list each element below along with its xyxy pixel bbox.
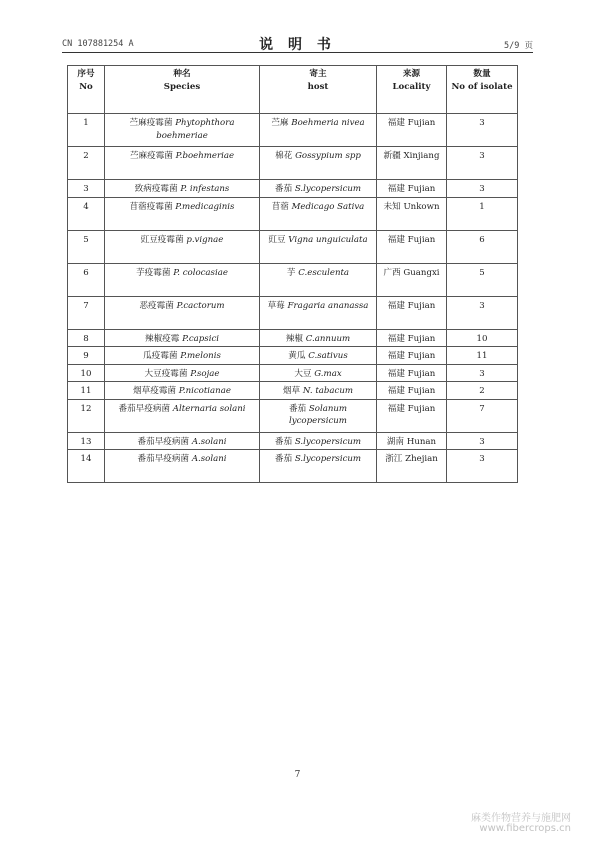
cell-count: 3 bbox=[447, 450, 518, 483]
col-header-no: 序号 No bbox=[68, 66, 105, 114]
cell-species: 芋疫霉菌 P. colocasiae bbox=[105, 263, 260, 296]
cell-no: 9 bbox=[68, 347, 105, 365]
table-header-row bbox=[68, 66, 518, 114]
cell-count: 5 bbox=[447, 263, 518, 296]
publication-number: CN 107881254 A bbox=[62, 39, 134, 49]
cell-no: 5 bbox=[68, 230, 105, 263]
cell-species: 辣椒疫霉 P.capsici bbox=[105, 329, 260, 347]
table-row bbox=[68, 180, 518, 198]
cell-host: 番茄 Solanum lycopersicum bbox=[260, 399, 377, 432]
cell-no: 13 bbox=[68, 432, 105, 450]
cell-species: 恶疫霉菌 P.cactorum bbox=[105, 296, 260, 329]
cell-no: 6 bbox=[68, 263, 105, 296]
cell-no: 14 bbox=[68, 450, 105, 483]
page-indicator: 5/9 页 bbox=[504, 41, 533, 51]
cell-count: 7 bbox=[447, 399, 518, 432]
table-row bbox=[68, 147, 518, 180]
cell-count: 3 bbox=[447, 147, 518, 180]
cell-no: 1 bbox=[68, 114, 105, 147]
cell-host: 大豆 G.max bbox=[260, 364, 377, 382]
table-row bbox=[68, 450, 518, 483]
cell-locality: 福建 Fujian bbox=[377, 399, 447, 432]
cell-count: 11 bbox=[447, 347, 518, 365]
cell-species: 番茄早疫病菌 A.solani bbox=[105, 450, 260, 483]
cell-no: 8 bbox=[68, 329, 105, 347]
cell-host: 辣椒 C.annuum bbox=[260, 329, 377, 347]
cell-host: 番茄 S.lycopersicum bbox=[260, 180, 377, 198]
cell-no: 10 bbox=[68, 364, 105, 382]
cell-count: 1 bbox=[447, 197, 518, 230]
table-row bbox=[68, 432, 518, 450]
cell-locality: 福建 Fujian bbox=[377, 382, 447, 400]
cell-host: 芋 C.esculenta bbox=[260, 263, 377, 296]
cell-locality: 湖南 Hunan bbox=[377, 432, 447, 450]
col-header-count: 数量 No of isolate bbox=[447, 66, 518, 114]
document-title: 说 明 书 bbox=[259, 37, 336, 53]
cell-no: 11 bbox=[68, 382, 105, 400]
cell-host: 番茄 S.lycopersicum bbox=[260, 450, 377, 483]
cell-species: 苜蓿疫霉菌 P.medicaginis bbox=[105, 197, 260, 230]
page-number: 7 bbox=[294, 770, 301, 780]
table-row bbox=[68, 114, 518, 147]
cell-no: 4 bbox=[68, 197, 105, 230]
cell-species: 苎麻疫霉菌 P.boehmeriae bbox=[105, 147, 260, 180]
col-header-host: 寄主 host bbox=[260, 66, 377, 114]
table-row bbox=[68, 197, 518, 230]
cell-locality: 福建 Fujian bbox=[377, 180, 447, 198]
cell-species: 致病疫霉菌 P. infestans bbox=[105, 180, 260, 198]
cell-count: 3 bbox=[447, 432, 518, 450]
cell-species: 番茄早疫病菌 Alternaria solani bbox=[105, 399, 260, 432]
table-row bbox=[68, 382, 518, 400]
cell-host: 豇豆 Vigna unguiculata bbox=[260, 230, 377, 263]
cell-host: 草莓 Fragaria ananassa bbox=[260, 296, 377, 329]
cell-locality: 未知 Unkown bbox=[377, 197, 447, 230]
cell-no: 3 bbox=[68, 180, 105, 198]
cell-host: 烟草 N. tabacum bbox=[260, 382, 377, 400]
cell-no: 2 bbox=[68, 147, 105, 180]
watermark-text: 麻类作物营养与施肥网 bbox=[471, 813, 571, 824]
cell-locality: 福建 Fujian bbox=[377, 329, 447, 347]
cell-species: 烟草疫霉菌 P.nicotianae bbox=[105, 382, 260, 400]
cell-locality: 广西 Guangxi bbox=[377, 263, 447, 296]
table-row bbox=[68, 329, 518, 347]
cell-species: 瓜疫霉菌 P.melonis bbox=[105, 347, 260, 365]
watermark-url: www.fibercrops.cn bbox=[479, 823, 571, 834]
table-row bbox=[68, 296, 518, 329]
cell-locality: 浙江 Zhejian bbox=[377, 450, 447, 483]
col-header-locality: 来源 Locality bbox=[377, 66, 447, 114]
cell-no: 7 bbox=[68, 296, 105, 329]
cell-count: 10 bbox=[447, 329, 518, 347]
table-row bbox=[68, 347, 518, 365]
cell-no: 12 bbox=[68, 399, 105, 432]
cell-host: 苜蓿 Medicago Sativa bbox=[260, 197, 377, 230]
cell-locality: 福建 Fujian bbox=[377, 114, 447, 147]
cell-host: 棉花 Gossypium spp bbox=[260, 147, 377, 180]
cell-species: 苎麻疫霉菌 Phytophthora boehmeriae bbox=[105, 114, 260, 147]
table-row bbox=[68, 263, 518, 296]
cell-locality: 福建 Fujian bbox=[377, 296, 447, 329]
cell-count: 2 bbox=[447, 382, 518, 400]
cell-host: 苎麻 Boehmeria nivea bbox=[260, 114, 377, 147]
table-row bbox=[68, 364, 518, 382]
cell-count: 6 bbox=[447, 230, 518, 263]
cell-count: 3 bbox=[447, 364, 518, 382]
cell-locality: 福建 Fujian bbox=[377, 347, 447, 365]
table-row bbox=[68, 399, 518, 432]
cell-count: 3 bbox=[447, 180, 518, 198]
cell-species: 番茄早疫病菌 A.solani bbox=[105, 432, 260, 450]
cell-host: 黄瓜 C.sativus bbox=[260, 347, 377, 365]
cell-host: 番茄 S.lycopersicum bbox=[260, 432, 377, 450]
cell-species: 豇豆疫霉菌 p.vignae bbox=[105, 230, 260, 263]
cell-locality: 新疆 Xinjiang bbox=[377, 147, 447, 180]
cell-locality: 福建 Fujian bbox=[377, 230, 447, 263]
table-row bbox=[68, 230, 518, 263]
cell-count: 3 bbox=[447, 296, 518, 329]
cell-species: 大豆疫霉菌 P.sojae bbox=[105, 364, 260, 382]
cell-locality: 福建 Fujian bbox=[377, 364, 447, 382]
cell-count: 3 bbox=[447, 114, 518, 147]
isolate-table bbox=[67, 65, 518, 483]
col-header-species: 种名 Species bbox=[105, 66, 260, 114]
page-header bbox=[62, 34, 533, 53]
